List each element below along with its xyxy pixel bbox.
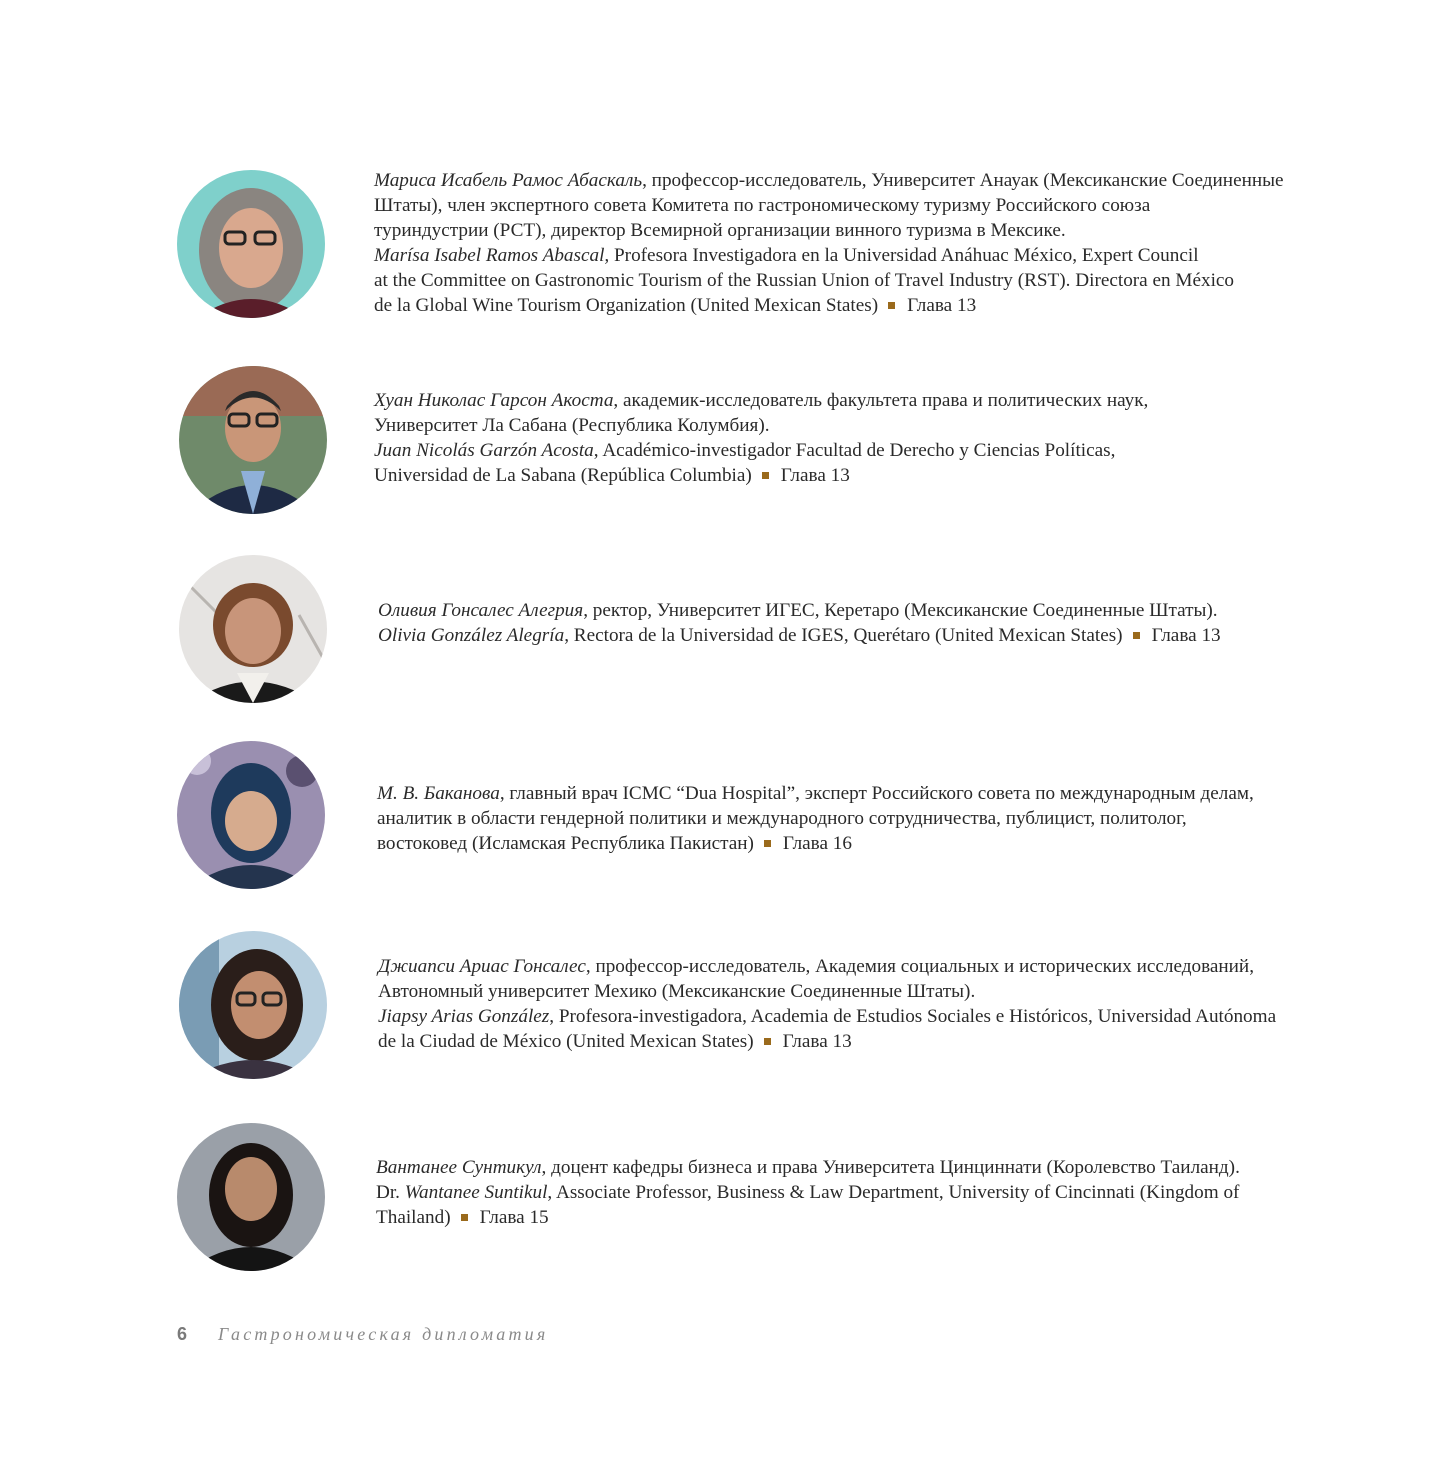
running-title: Гастрономическая дипломатия <box>218 1324 549 1344</box>
contributor-name-ru: Оливия Гонсалес Алегрия <box>378 600 584 621</box>
contributor-name-ru: Хуан Николас Гарсон Акоста <box>374 390 614 411</box>
contributor-name-es: Olivia González Alegría <box>378 625 565 646</box>
portrait-photo <box>177 170 325 318</box>
contributor-name-es: Juan Nicolás Garzón Acosta <box>374 440 594 461</box>
contributor-name-ru: Мариса Исабель Рамос Абаскаль <box>374 170 643 191</box>
bullet-marker <box>461 1214 468 1221</box>
chapter-reference: Глава 13 <box>1151 625 1221 646</box>
contributor-name-ru: Вантанее Сунтикул <box>376 1157 542 1178</box>
portrait-photo <box>179 366 327 514</box>
contributor-bio: Хуан Николас Гарсон Акоста, академик-исследователь факультета права и политических наук, Университет Ла Сабана (Республика Колумбия). Juan Nicolás Garzón Acosta, Académico-investigador Facultad de Derecho y Ciencias Políticas, Universidad de La Sabana (República Columbia) Глава 13 <box>374 390 1149 486</box>
bullet-marker <box>888 302 895 309</box>
chapter-reference: Глава 16 <box>782 833 852 854</box>
chapter-reference: Глава 13 <box>907 295 977 316</box>
portrait-photo <box>177 1123 325 1271</box>
bullet-marker <box>1133 632 1140 639</box>
page-footer <box>177 1324 549 1345</box>
chapter-reference: Глава 13 <box>782 1031 852 1052</box>
contributor-name-ru: Джиапси Ариас Гонсалес <box>378 956 586 977</box>
chapter-reference: Глава 13 <box>780 465 850 486</box>
page-number: 6 <box>177 1324 188 1344</box>
contributor-name-en: Wantanee Suntikul <box>404 1182 548 1203</box>
bullet-marker <box>764 1038 771 1045</box>
chapter-reference: Глава 15 <box>479 1207 549 1228</box>
portrait-photo <box>179 931 327 1079</box>
contributor-bio: Джиапси Ариас Гонсалес, профессор-исследователь, Академия социальных и исторических исследований, Автономный университет Мехико (Мексиканские Соединенные Штаты). Jiapsy Arias González, Profesora-investigadora, Academia de Estudios Sociales e Históricos, Universidad Autónoma de la Ciudad de México (United Mexican States) Глава 13 <box>378 956 1277 1052</box>
portrait-photo <box>177 741 325 889</box>
contributor-name-es: Marísa Isabel Ramos Abascal, <box>374 245 610 266</box>
bullet-marker <box>762 472 769 479</box>
contributor-bio: Оливия Гонсалес Алегрия, ректор, Университет ИГЕС, Керетаро (Мексиканские Соединенные Штаты). Olivia González Alegría, Rectora de la Universidad de IGES, Querétaro (United Mexican States) Глава 13 <box>378 600 1221 646</box>
contributor-bio: М. В. Баканова, главный врач ICMC “Dua Hospital”, эксперт Российского совета по международным делам, аналитик в области гендерной политики и международного сотрудничества, публицист, политолог, востоковед (Исламская Республика Пакистан) Глава 16 <box>377 783 1254 854</box>
contributor-bio: Вантанее Сунтикул, доцент кафедры бизнеса и права Университета Цинциннати (Королевство Таиланд). Dr. Wantanee Suntikul, Associate Professor, Business & Law Department, University of Cincinnati (Kingdom of Thailand) Глава 15 <box>376 1157 1240 1228</box>
portrait-photo <box>179 555 327 703</box>
contributor-name-ru: М. В. Баканова <box>377 783 500 804</box>
bullet-marker <box>764 840 771 847</box>
contributor-bio: Мариса Исабель Рамос Абаскаль, профессор-исследователь, Университет Анауак (Мексиканские Соединенные Штаты), член экспертного совета Комитета по гастрономическому туризму Российского союза туриндустрии (РСТ), директор Всемирной организации винного туризма в Мексике. Marísa Isabel Ramos Abascal, Profesora Investigadora en la Universidad Anáhuac México, Expert Council at the Committee on Gastronomic Tourism of the Russian Union of Travel Industry (RST). Directora en México de la Global Wine Tourism Organization (United Mexican States) Глава 13 <box>374 170 1284 316</box>
contributor-name-es: Jiapsy Arias González <box>378 1006 550 1027</box>
